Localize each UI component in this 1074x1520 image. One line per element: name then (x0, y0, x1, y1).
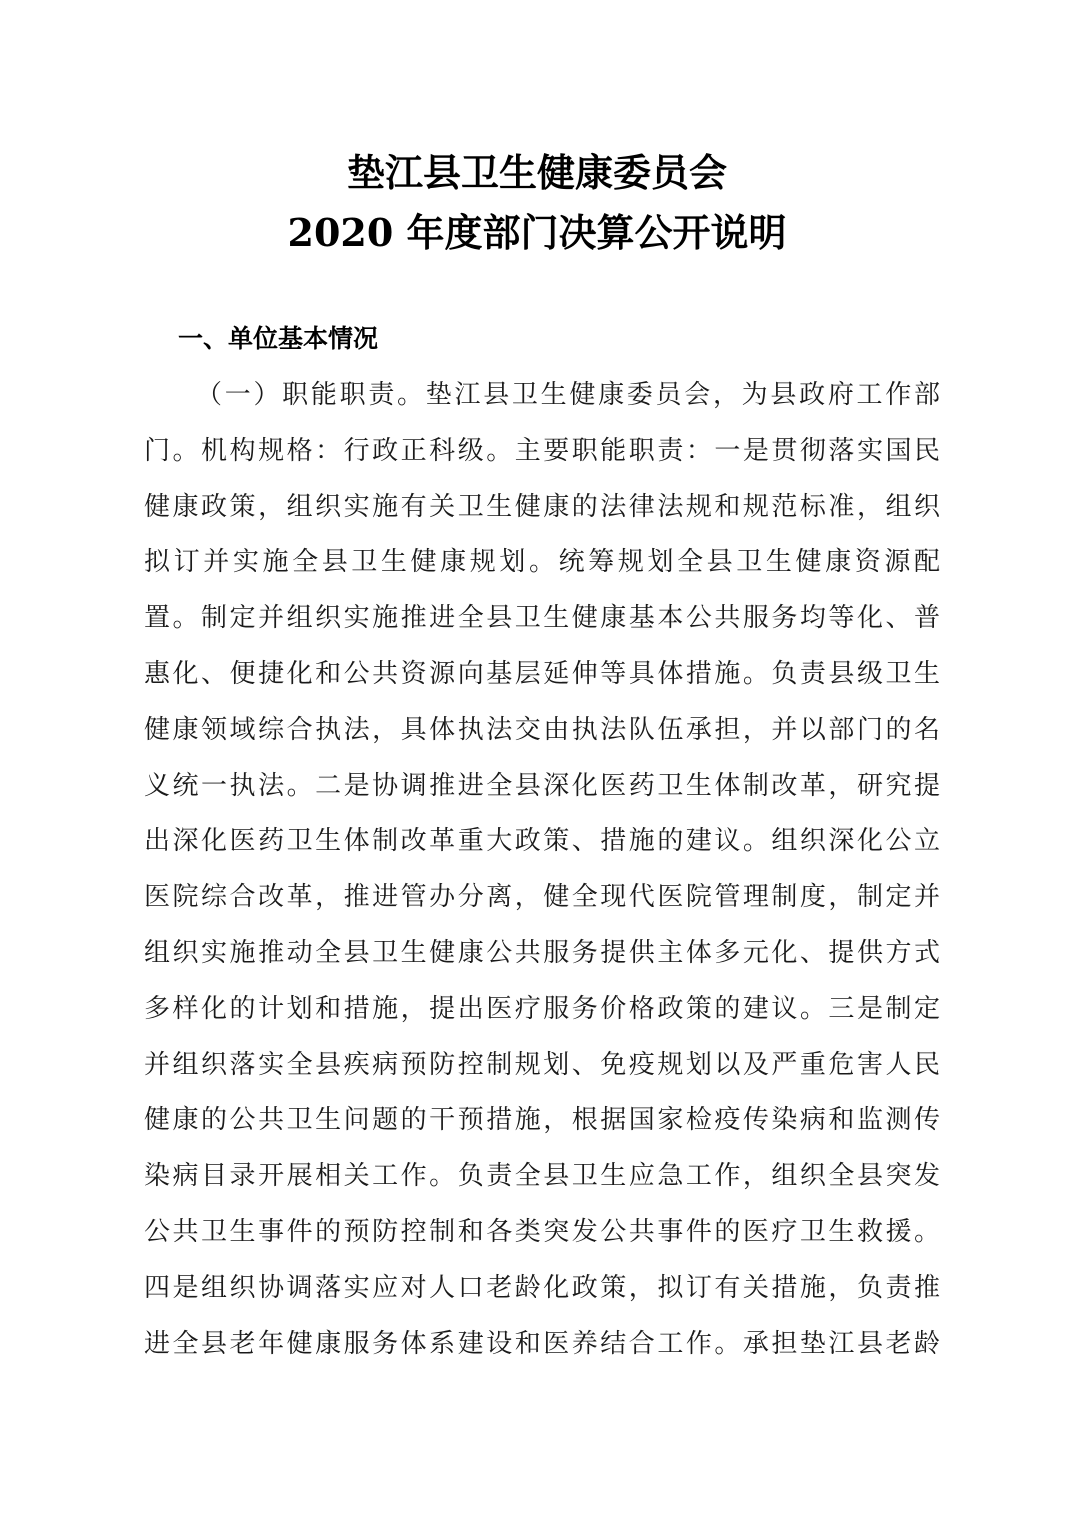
paragraph-line: 置。制定并组织实施推进全县卫生健康基本公共服务均等化、普 (144, 603, 940, 634)
paragraph-line: 组织实施推动全县卫生健康公共服务提供主体多元化、提供方式 (144, 937, 940, 968)
paragraph-line: （一）职能职责。垫江县卫生健康委员会，为县政府工作部 (196, 380, 940, 410)
paragraph-line: 四是组织协调落实应对人口老龄化政策，拟订有关措施，负责推 (144, 1272, 940, 1303)
paragraph-line: 健康政策，组织实施有关卫生健康的法律法规和规范标准，组织 (144, 491, 940, 522)
body-paragraph (144, 368, 940, 1372)
paragraph-line: 染病目录开展相关工作。负责全县卫生应急工作，组织全县突发 (144, 1161, 940, 1192)
paragraph-line: 医院综合改革，推进管办分离，健全现代医院管理制度，制定并 (144, 882, 940, 913)
paragraph-line: 出深化医药卫生体制改革重大政策、措施的建议。组织深化公立 (144, 826, 940, 857)
paragraph-line: 公共卫生事件的预防控制和各类突发公共事件的医疗卫生救援。 (144, 1216, 940, 1247)
paragraph-line: 并组织落实全县疾病预防控制规划、免疫规划以及严重危害人民 (144, 1049, 940, 1080)
paragraph-line: 义统一执法。二是协调推进全县深化医药卫生体制改革，研究提 (144, 770, 940, 801)
section-heading: 一、单位基本情况 (178, 324, 379, 353)
paragraph-line: 健康的公共卫生问题的干预措施，根据国家检疫传染病和监测传 (144, 1105, 940, 1136)
paragraph-line: 拟订并实施全县卫生健康规划。统筹规划全县卫生健康资源配 (144, 547, 940, 578)
paragraph-line: 多样化的计划和措施，提出医疗服务价格政策的建议。三是制定 (144, 993, 940, 1024)
paragraph-line: 健康领域综合执法，具体执法交由执法队伍承担，并以部门的名 (144, 714, 940, 745)
paragraph-line: 惠化、便捷化和公共资源向基层延伸等具体措施。负责县级卫生 (144, 658, 940, 689)
document-title-line-2: 2020 年度部门决算公开说明 (287, 210, 787, 255)
paragraph-line: 进全县老年健康服务体系建设和医养结合工作。承担垫江县老龄 (144, 1328, 940, 1359)
paragraph-line: 门。机构规格：行政正科级。主要职能职责：一是贯彻落实国民 (144, 435, 940, 466)
document-title-line-1: 垫江县卫生健康委员会 (346, 150, 727, 195)
